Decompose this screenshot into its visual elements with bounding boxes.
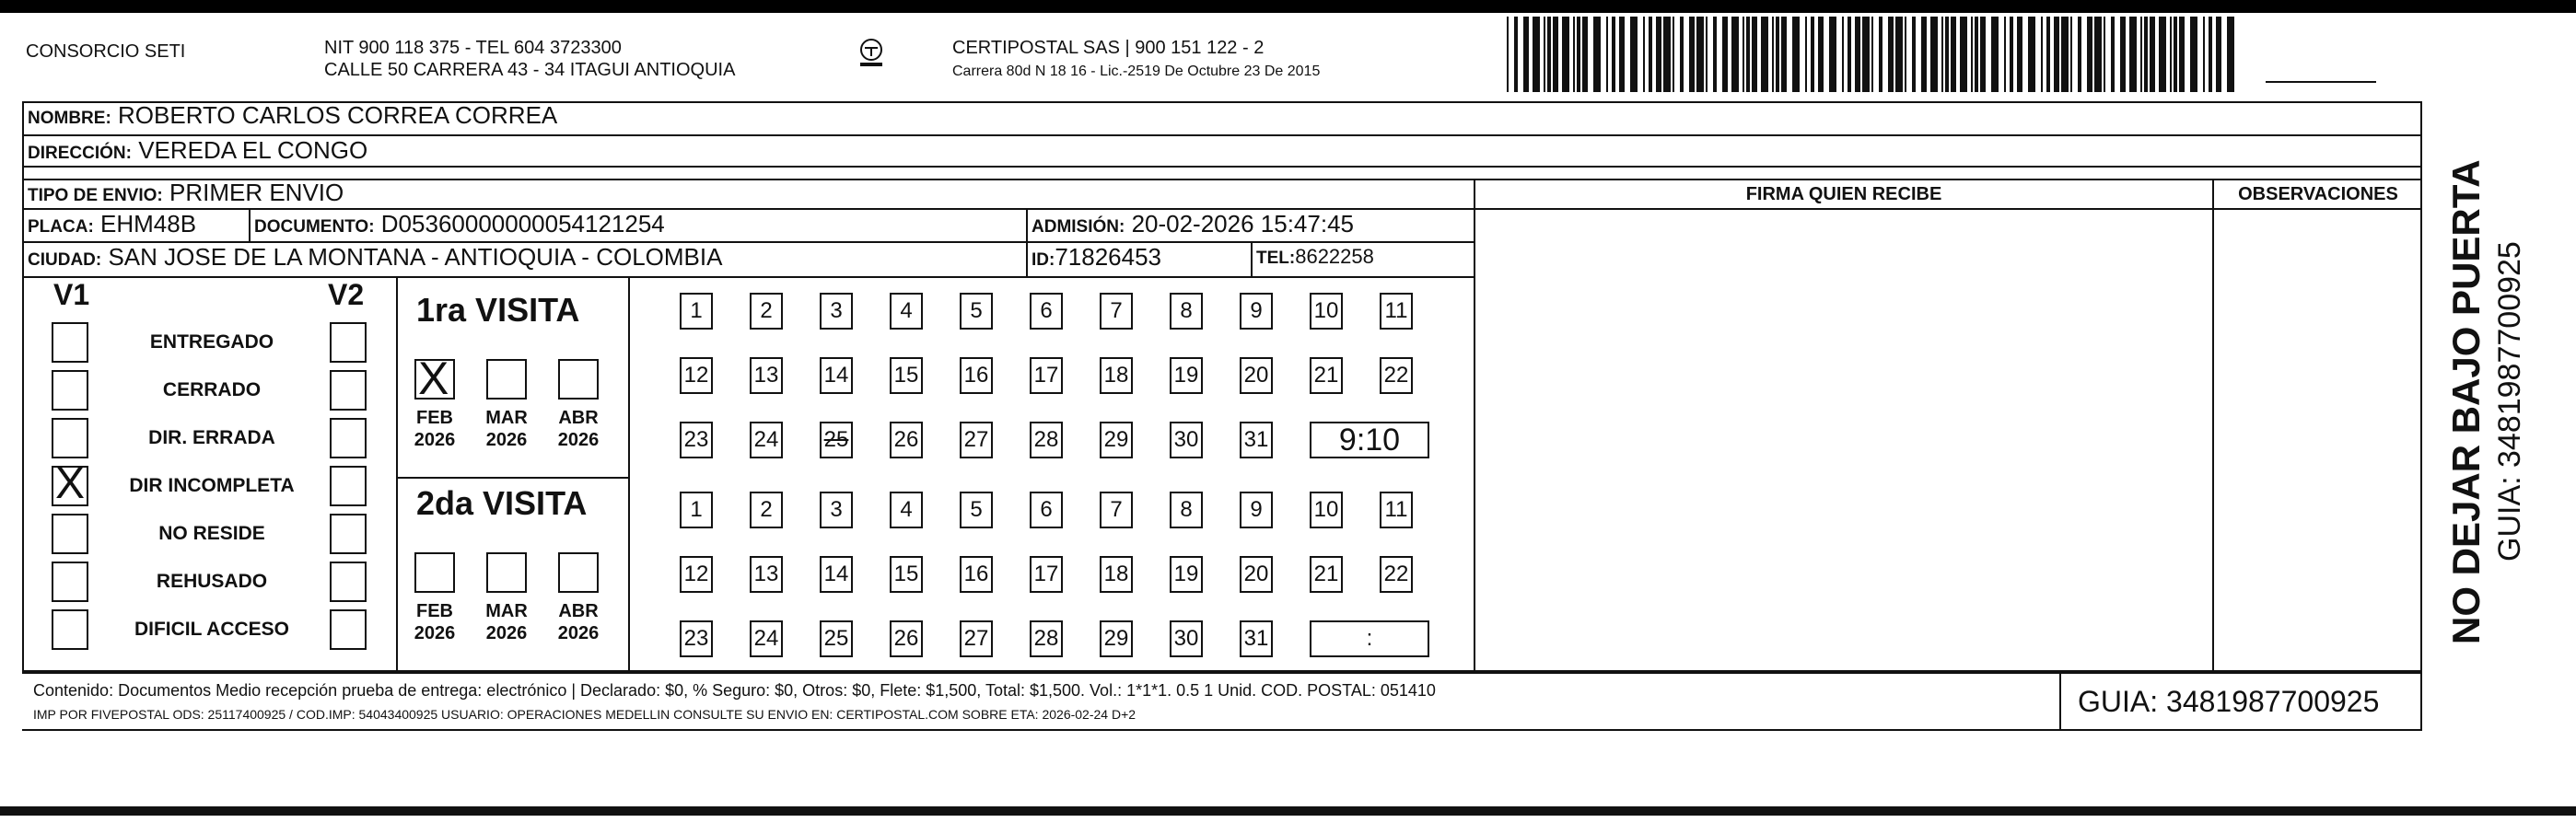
cell-divider [1251, 243, 1253, 276]
barcode-bar [2144, 17, 2148, 92]
barcode-bar [1663, 17, 1671, 92]
barcode-bar [1523, 17, 1529, 92]
barcode-bar [1656, 17, 1661, 92]
day-box[interactable]: 19 [1170, 357, 1203, 394]
day-box[interactable]: 15 [890, 556, 923, 593]
v1-checkbox[interactable] [52, 609, 88, 650]
day-box[interactable]: 17 [1030, 357, 1063, 394]
v1-checkbox[interactable] [52, 370, 88, 411]
tel-value: 8622258 [1295, 245, 1374, 268]
day-box[interactable]: 19 [1170, 556, 1203, 593]
signature-line [2266, 81, 2376, 83]
direccion-value: VEREDA EL CONGO [138, 136, 368, 164]
month-checkbox[interactable] [414, 353, 455, 404]
day-box[interactable]: 15 [890, 357, 923, 394]
firma-divider [1474, 179, 1475, 672]
barcode-bar [1842, 17, 1844, 92]
row-divider [22, 276, 1475, 278]
barcode-bar [1689, 17, 1695, 92]
day-box[interactable]: 18 [1100, 556, 1133, 593]
day-box[interactable]: 7 [1100, 492, 1133, 528]
certipostal-line: CERTIPOSTAL SAS | 900 151 122 - 2 [952, 38, 1265, 58]
barcode-bar [1980, 17, 1986, 92]
v2-checkbox[interactable] [330, 322, 367, 363]
v2-checkbox[interactable] [330, 562, 367, 602]
day-box[interactable]: 16 [960, 556, 993, 593]
obs-divider [2212, 179, 2214, 672]
month-label: FEB 2026 [414, 601, 456, 643]
day-box[interactable]: 13 [750, 357, 783, 394]
day-box[interactable]: 3 [820, 492, 853, 528]
v1-label: V1 [53, 278, 90, 311]
month-label: ABR 2026 [557, 408, 600, 450]
barcode-bar [2190, 17, 2197, 92]
day-box[interactable]: 11 [1380, 293, 1413, 330]
barcode-bar [1975, 17, 1978, 92]
day-box[interactable]: 31 [1240, 422, 1273, 458]
barcode-bar [1951, 17, 1956, 92]
footer-line1: Contenido: Documentos Medio recepción prueba de entrega: electrónico | Declarado: $0, % Seguro: $0, Otros: $0, Flete: $1,500, Total: $1,500. Vol.: 1*1*1. 0.5 1 Unid. COD. POSTAL: 051410 [33, 681, 1436, 700]
barcode-bar [1772, 17, 1774, 92]
day-box[interactable]: 24 [750, 422, 783, 458]
barcode-bar [1533, 17, 1540, 92]
month-checkbox[interactable] [414, 552, 455, 593]
day-box[interactable]: 4 [890, 492, 923, 528]
id-label: ID: [1032, 250, 1055, 270]
barcode-bar [2070, 17, 2072, 92]
barcode-bar [2017, 17, 2022, 92]
day-box[interactable]: 8 [1170, 492, 1203, 528]
barcode-bar [2046, 17, 2050, 92]
day-box[interactable]: 6 [1030, 492, 1063, 528]
barcode-bar [2078, 17, 2081, 92]
barcode-bar [1847, 17, 1851, 92]
barcode [1507, 17, 2244, 92]
barcode-bar [1606, 17, 1608, 92]
day-box[interactable]: 5 [960, 492, 993, 528]
barcode-bar [2129, 17, 2137, 92]
barcode-bar [1855, 17, 1860, 92]
barcode-bar [1805, 17, 1807, 92]
barcode-bar [1673, 17, 1674, 92]
status-label: NO RESIDE [158, 523, 265, 544]
placa-label: PLACA: [28, 217, 94, 237]
day-box[interactable]: 29 [1100, 422, 1133, 458]
status-label: DIFICIL ACCESO [134, 619, 289, 640]
barcode-bar [1941, 17, 1943, 92]
day-box[interactable]: 18 [1100, 357, 1133, 394]
barcode-bar [2104, 17, 2105, 92]
barcode-bar [1731, 17, 1739, 92]
barcode-bar [1713, 17, 1717, 92]
barcode-bar [2111, 17, 2115, 92]
barcode-bar [1619, 17, 1625, 92]
top-border [0, 0, 2576, 13]
admision-label: ADMISIÓN: [1032, 217, 1125, 237]
day-box[interactable]: 7 [1100, 293, 1133, 330]
barcode-bar [1553, 17, 1558, 92]
day-box[interactable]: 17 [1030, 556, 1063, 593]
barcode-bar [2150, 17, 2155, 92]
barcode-bar [1507, 17, 1509, 92]
footer-line2: IMP POR FIVEPOSTAL ODS: 25117400925 / COD.IMP: 54043400925 USUARIO: OPERACIONES MEDELLIN CONSULTE SU ENVIO EN: CERTIPOSTAL.COM SOBRE ETA: 2026-02-24 D+2 [33, 707, 1136, 722]
barcode-bar [1781, 17, 1787, 92]
v1-checkbox[interactable] [52, 322, 88, 363]
documento-label: DOCUMENTO: [254, 217, 375, 237]
day-box[interactable]: 9 [1240, 293, 1273, 330]
barcode-bar [1960, 17, 1967, 92]
day-box[interactable]: 8 [1170, 293, 1203, 330]
barcode-bar [1547, 17, 1551, 92]
nombre-label: NOMBRE: [28, 109, 111, 128]
barcode-bar [1649, 17, 1652, 92]
guia-bottom [2059, 729, 2422, 731]
bottom-border [0, 806, 2576, 816]
barcode-bar [1630, 17, 1638, 92]
month-label: FEB 2026 [414, 408, 456, 450]
barcode-bar [1871, 17, 1873, 92]
barcode-bar [1680, 17, 1684, 92]
row-divider [22, 166, 2422, 168]
barcode-bar [1582, 17, 1588, 92]
day-box[interactable]: 20 [1240, 357, 1273, 394]
v2-checkbox[interactable] [330, 466, 367, 506]
status-label: CERRADO [162, 379, 262, 400]
ciudad-value: SAN JOSE DE LA MONTANA - ANTIOQUIA - COLOMBIA [108, 243, 723, 271]
cell-divider [1026, 210, 1028, 276]
day-box[interactable]: 13 [750, 556, 783, 593]
company-name: CONSORCIO SETI [26, 41, 186, 62]
day-box[interactable]: 2 [750, 492, 783, 528]
barcode-bar [1811, 17, 1814, 92]
row-divider [22, 134, 2422, 136]
day-box[interactable]: 10 [1310, 293, 1343, 330]
day-box[interactable]: 29 [1100, 620, 1133, 657]
day-box[interactable]: 25 [820, 422, 853, 458]
status-label: DIR. ERRADA [148, 427, 275, 448]
admision-cell [1032, 210, 1354, 238]
barcode-bar [2094, 17, 2102, 92]
barcode-bar [2140, 17, 2142, 92]
v2-checkbox[interactable] [330, 370, 367, 411]
day-box[interactable]: 23 [680, 620, 713, 657]
day-box[interactable]: 26 [890, 422, 923, 458]
day-box[interactable]: 9 [1240, 492, 1273, 528]
barcode-bar [2170, 17, 2172, 92]
day-box[interactable]: 27 [960, 620, 993, 657]
barcode-bar [1905, 17, 1906, 92]
barcode-bar [1706, 17, 1708, 92]
day-box[interactable]: 1 [680, 293, 713, 330]
barcode-bar [2120, 17, 2126, 92]
day-box[interactable]: 21 [1310, 357, 1343, 394]
firma-header: FIRMA QUIEN RECIBE [1745, 184, 1942, 204]
v2-label: V2 [328, 278, 365, 311]
day-box[interactable]: 25 [820, 620, 853, 657]
barcode-bar [1612, 17, 1615, 92]
barcode-bar [2010, 17, 2013, 92]
barcode-bar [1930, 17, 1938, 92]
day-box[interactable]: 21 [1310, 556, 1343, 593]
day-box[interactable]: 20 [1240, 556, 1273, 593]
months-divider [628, 278, 630, 672]
barcode-bar [1862, 17, 1870, 92]
month-checkbox[interactable] [486, 359, 527, 400]
guia-number: GUIA: 3481987700925 [2078, 685, 2380, 718]
direccion-row [28, 136, 367, 165]
v2-checkbox[interactable] [330, 418, 367, 458]
barcode-bar [2004, 17, 2006, 92]
nit-line: NIT 900 118 375 - TEL 604 3723300 [324, 38, 622, 58]
barcode-bar [2054, 17, 2059, 92]
tipo-row [28, 179, 344, 207]
barcode-bar [2209, 17, 2212, 92]
barcode-bar [2216, 17, 2221, 92]
barcode-bar [2028, 17, 2035, 92]
placa-cell [28, 210, 196, 238]
check-mark: X [418, 353, 449, 404]
placa-value: EHM48B [100, 210, 197, 237]
day-box[interactable]: 22 [1380, 556, 1413, 593]
barcode-bar [1746, 17, 1750, 92]
barcode-bar [1761, 17, 1768, 92]
day-box[interactable]: 26 [890, 620, 923, 657]
barcode-bar [1593, 17, 1601, 92]
v2-checkbox[interactable] [330, 514, 367, 554]
side-warning: NO DEJAR BAJO PUERTA [2444, 159, 2488, 644]
time-box[interactable]: : [1310, 620, 1429, 657]
barcode-bar [1991, 17, 1999, 92]
barcode-bar [1577, 17, 1580, 92]
barcode-bar [1544, 17, 1545, 92]
v1-checkbox[interactable] [52, 514, 88, 554]
day-box[interactable]: 2 [750, 293, 783, 330]
barcode-bar [1643, 17, 1645, 92]
barcode-bar [1696, 17, 1704, 92]
side-guia: GUIA: 3481987700925 [2492, 241, 2527, 562]
barcode-bar [2061, 17, 2069, 92]
id-cell [1032, 243, 1161, 272]
day-box[interactable]: 22 [1380, 357, 1413, 394]
license-line: Carrera 80d N 18 16 - Lic.-2519 De Octubre 23 De 2015 [952, 64, 1321, 79]
barcode-bar [1573, 17, 1575, 92]
barcode-bar [2087, 17, 2092, 92]
month-checkbox[interactable] [486, 552, 527, 593]
day-box[interactable]: 5 [960, 293, 993, 330]
barcode-bar [2041, 17, 2043, 92]
day-box[interactable]: 27 [960, 422, 993, 458]
barcode-bar [1888, 17, 1894, 92]
id-value: 71826453 [1055, 243, 1162, 271]
guia-divider [2059, 674, 2061, 731]
status-label: DIR INCOMPLETA [129, 475, 295, 496]
barcode-bar [1829, 17, 1836, 92]
day-box[interactable]: 31 [1240, 620, 1273, 657]
documento-value: D05360000000054121254 [380, 210, 665, 237]
nombre-value: ROBERTO CARLOS CORREA CORREA [118, 101, 558, 129]
v1-checkbox[interactable] [52, 459, 88, 508]
tel-cell [1256, 245, 1374, 269]
status-divider [396, 278, 398, 672]
barcode-bar [2174, 17, 2177, 92]
barcode-bar [1776, 17, 1779, 92]
first-visit-title: 1ra VISITA [416, 291, 580, 329]
barcode-bar [2227, 17, 2234, 92]
day-box[interactable]: 4 [890, 293, 923, 330]
month-label: MAR 2026 [485, 408, 528, 450]
second-visit-title: 2da VISITA [416, 484, 588, 522]
barcode-bar [1562, 17, 1569, 92]
barcode-bar [1912, 17, 1916, 92]
v1-checkbox[interactable] [52, 562, 88, 602]
check-mark: X [55, 459, 86, 508]
footer-bottom [22, 729, 2061, 731]
day-box[interactable]: 23 [680, 422, 713, 458]
barcode-bar [1722, 17, 1728, 92]
v1-checkbox[interactable] [52, 418, 88, 458]
day-box[interactable]: 12 [680, 556, 713, 593]
guia-right [2420, 674, 2422, 731]
row-divider [22, 672, 2422, 674]
nombre-row [28, 101, 557, 130]
barcode-bar [1514, 17, 1518, 92]
admision-value: 20-02-2026 15:47:45 [1131, 210, 1354, 237]
tipo-label: TIPO DE ENVIO: [28, 186, 163, 205]
barcode-bar [2159, 17, 2166, 92]
day-box[interactable]: 24 [750, 620, 783, 657]
tel-label: TEL: [1256, 249, 1296, 268]
v2-checkbox[interactable] [330, 609, 367, 650]
ciudad-cell [28, 243, 722, 272]
day-box[interactable]: 1 [680, 492, 713, 528]
header-underline [1475, 208, 2422, 210]
barcode-bar [1971, 17, 1973, 92]
day-box[interactable]: 30 [1170, 422, 1203, 458]
barcode-bar [1752, 17, 1757, 92]
day-box[interactable]: 10 [1310, 492, 1343, 528]
day-box[interactable]: 3 [820, 293, 853, 330]
address-line: CALLE 50 CARRERA 43 - 34 ITAGUI ANTIOQUIA [324, 60, 736, 80]
barcode-bar [2179, 17, 2185, 92]
certipostal-logo [855, 37, 888, 70]
day-box[interactable]: 28 [1030, 422, 1063, 458]
barcode-bar [1879, 17, 1882, 92]
status-label: ENTREGADO [149, 331, 274, 353]
tipo-value: PRIMER ENVIO [169, 179, 344, 206]
month-checkbox[interactable] [558, 552, 599, 593]
barcode-bar [1818, 17, 1824, 92]
direccion-label: DIRECCIÓN: [28, 144, 132, 163]
day-box[interactable]: 11 [1380, 492, 1413, 528]
barcode-bar [1792, 17, 1800, 92]
barcode-bar [1895, 17, 1903, 92]
day-box[interactable]: 14 [820, 556, 853, 593]
day-box[interactable]: 14 [820, 357, 853, 394]
ciudad-label: CIUDAD: [28, 250, 102, 270]
day-box[interactable]: 28 [1030, 620, 1063, 657]
observaciones-header: OBSERVACIONES [2238, 184, 2398, 204]
status-label: REHUSADO [156, 571, 268, 592]
barcode-bar [1743, 17, 1744, 92]
day-box[interactable]: 6 [1030, 293, 1063, 330]
barcode-bar [1945, 17, 1949, 92]
cell-divider [249, 210, 251, 241]
month-label: ABR 2026 [557, 601, 600, 643]
documento-cell [254, 210, 665, 238]
time-box[interactable]: 9:10 [1310, 422, 1429, 458]
day-box[interactable]: 12 [680, 357, 713, 394]
barcode-bar [1921, 17, 1927, 92]
barcode-bar [2203, 17, 2205, 92]
day-box[interactable]: 16 [960, 357, 993, 394]
month-checkbox[interactable] [558, 359, 599, 400]
day-box[interactable]: 30 [1170, 620, 1203, 657]
month-label: MAR 2026 [485, 601, 528, 643]
visit-divider [398, 477, 630, 479]
